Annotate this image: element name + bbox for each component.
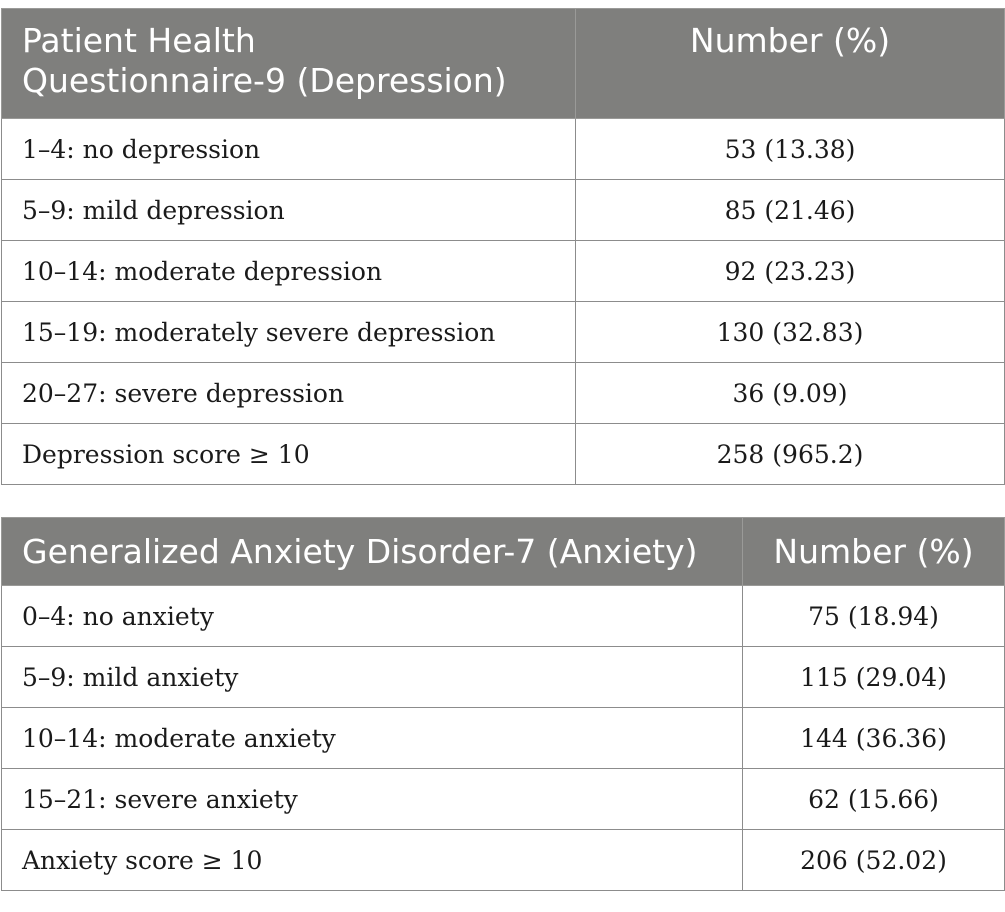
table-row bbox=[2, 363, 1005, 424]
row-label: 10–14: moderate anxiety bbox=[2, 708, 743, 769]
row-value: 85 (21.46) bbox=[576, 180, 1005, 241]
gad7-anxiety-table bbox=[1, 517, 1005, 891]
phq9-header-line2: Questionnaire-9 (Depression) bbox=[22, 61, 507, 100]
row-value: 130 (32.83) bbox=[576, 302, 1005, 363]
row-label: 20–27: severe depression bbox=[2, 363, 576, 424]
gad7-header-number: Number (%) bbox=[743, 518, 1005, 586]
row-label: Depression score ≥ 10 bbox=[2, 424, 576, 485]
row-value: 206 (52.02) bbox=[743, 830, 1005, 891]
row-value: 62 (15.66) bbox=[743, 769, 1005, 830]
row-label: 5–9: mild anxiety bbox=[2, 647, 743, 708]
table-row bbox=[2, 769, 1005, 830]
row-label: 10–14: moderate depression bbox=[2, 241, 576, 302]
row-value: 75 (18.94) bbox=[743, 586, 1005, 647]
table-row bbox=[2, 647, 1005, 708]
row-value: 144 (36.36) bbox=[743, 708, 1005, 769]
table-row bbox=[2, 241, 1005, 302]
table-row bbox=[2, 830, 1005, 891]
row-value: 92 (23.23) bbox=[576, 241, 1005, 302]
table-header-row bbox=[2, 518, 1005, 586]
row-label: 0–4: no anxiety bbox=[2, 586, 743, 647]
row-value: 115 (29.04) bbox=[743, 647, 1005, 708]
row-value: 53 (13.38) bbox=[576, 119, 1005, 180]
row-label: 1–4: no depression bbox=[2, 119, 576, 180]
table-row bbox=[2, 302, 1005, 363]
gad7-header-label: Generalized Anxiety Disorder-7 (Anxiety) bbox=[2, 518, 743, 586]
table-header-row bbox=[2, 9, 1005, 119]
row-value: 258 (965.2) bbox=[576, 424, 1005, 485]
table-row bbox=[2, 180, 1005, 241]
phq9-depression-table bbox=[1, 8, 1005, 485]
row-label: Anxiety score ≥ 10 bbox=[2, 830, 743, 891]
phq9-header-label bbox=[2, 9, 576, 119]
row-value: 36 (9.09) bbox=[576, 363, 1005, 424]
table-row bbox=[2, 708, 1005, 769]
phq9-header-number: Number (%) bbox=[576, 9, 1005, 119]
row-label: 15–21: severe anxiety bbox=[2, 769, 743, 830]
table-row bbox=[2, 119, 1005, 180]
table-row bbox=[2, 424, 1005, 485]
row-label: 15–19: moderately severe depression bbox=[2, 302, 576, 363]
phq9-header-line1: Patient Health bbox=[22, 21, 256, 60]
table-row bbox=[2, 586, 1005, 647]
row-label: 5–9: mild depression bbox=[2, 180, 576, 241]
